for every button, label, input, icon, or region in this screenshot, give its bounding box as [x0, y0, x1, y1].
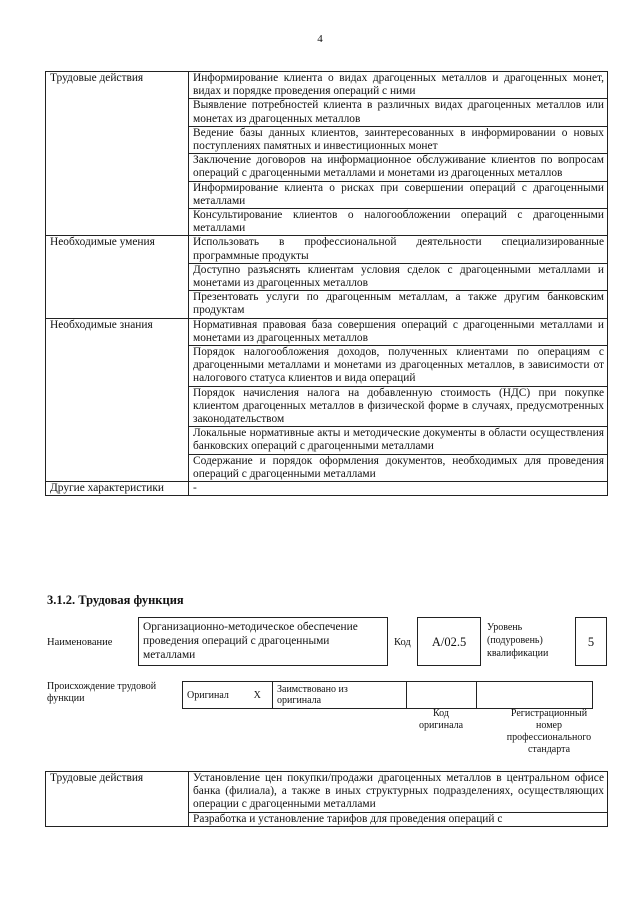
original-mark: X	[243, 682, 273, 709]
function-code-box: А/02.5	[417, 617, 481, 666]
row-item-text: Использовать в профессиональной деятельности специализированные программные продукты	[189, 236, 608, 263]
qualification-level-label	[487, 621, 548, 660]
borrowed-line: оригинала	[277, 695, 322, 706]
caption-line: стандарта	[527, 744, 571, 755]
table-row	[46, 236, 608, 263]
row-item-text: Порядок начисления налога на добавленную стоимость (НДС) при покупке клиентом драгоценных металлов в физической форме в случаях, предусмотренных законодательством	[189, 386, 608, 427]
origin-label-line: Происхождение трудовой	[47, 681, 157, 692]
row-item-text: Информирование клиента о видах драгоценных металлов и драгоценных монет, видах и порядке проведения операций с ними	[189, 72, 608, 99]
function-origin	[45, 681, 607, 761]
row-item-text: Установление цен покупки/продажи драгоценных металлов в центральном офисе банка (филиала), а также в иных структурных подразделениях, осуществляющих операции с драгоценными металлами	[189, 772, 608, 813]
row-item-text: Содержание и порядок оформления документов, необходимых для проведения операций с драгоценными металлами	[189, 454, 608, 481]
row-item-text: Консультирование клиентов о налогообложении операций с драгоценными металлами	[189, 209, 608, 236]
section-title: 3.1.2. Трудовая функция	[47, 593, 184, 607]
caption-line: профессионального	[506, 732, 592, 743]
origin-label-line: функции	[47, 693, 85, 704]
row-group-label: Необходимые знания	[46, 318, 189, 481]
labor-function-table-continued-body	[46, 772, 608, 827]
row-item-text: Порядок налогообложения доходов, полученных клиентами по операциям с драгоценными металлами и монетами из драгоценных металлов, в зависимости от налогового статуса клиентов и вида операций	[189, 346, 608, 387]
row-item-text: Выявление потребностей клиента в различных видах драгоценных металлов или монетах из драгоценных металлов	[189, 99, 608, 126]
function-header	[45, 617, 607, 667]
qualification-level-box: 5	[575, 617, 607, 666]
origin-label	[47, 681, 156, 705]
caption-line: Регистрационный	[510, 708, 588, 719]
original-code-caption	[406, 708, 476, 732]
row-item-text: Информирование клиента о рисках при совершении операций с драгоценными металлами	[189, 181, 608, 208]
level-label-line: квалификации	[487, 648, 549, 659]
name-label: Наименование	[47, 637, 113, 648]
caption-line: оригинала	[418, 720, 464, 731]
caption-line: номер	[536, 720, 562, 731]
table-row	[46, 772, 608, 813]
caption-line: Код	[433, 708, 449, 719]
row-group-label: Другие характеристики	[46, 482, 189, 496]
labor-function-table-continued	[45, 771, 608, 827]
code-label: Код	[394, 637, 411, 648]
page-number: 4	[317, 33, 323, 45]
registration-number-caption	[491, 708, 607, 756]
row-group-label: Необходимые умения	[46, 236, 189, 318]
row-item-text: Доступно разъяснять клиентам условия сделок с драгоценными металлами и монетами из драгоценных металлов	[189, 263, 608, 290]
original-cell: Оригинал	[183, 682, 243, 709]
table-row	[46, 72, 608, 99]
row-group-label: Трудовые действия	[46, 772, 189, 827]
registration-number-cell	[477, 682, 593, 709]
row-item-text: Разработка и установление тарифов для проведения операций с	[189, 812, 608, 826]
row-item-text: Нормативная правовая база совершения операций с драгоценными металлами и монетами из драгоценных металлов	[189, 318, 608, 345]
origin-table	[182, 681, 593, 709]
row-item-text: Локальные нормативные акты и методические документы в области осуществления банковских операций с драгоценными металлами	[189, 427, 608, 454]
borrowed-line: Заимствовано из	[277, 684, 348, 695]
level-label-line: Уровень	[487, 622, 523, 633]
function-name-box: Организационно-методическое обеспечение проведения операций с драгоценными металлами	[138, 617, 388, 666]
row-group-label: Трудовые действия	[46, 72, 189, 236]
borrowed-cell	[273, 682, 407, 709]
labor-function-table-body	[46, 72, 608, 496]
labor-function-table	[45, 71, 608, 496]
row-item-text: -	[189, 482, 608, 496]
level-label-line: (подуровень)	[487, 635, 543, 646]
table-row	[46, 318, 608, 345]
table-row	[46, 482, 608, 496]
row-item-text: Заключение договоров на информационное обслуживание клиентов по вопросам операций с драгоценными металлами и монетами из драгоценных металлов	[189, 154, 608, 181]
original-code-cell	[407, 682, 477, 709]
row-item-text: Презентовать услуги по драгоценным металлам, а также другим банковским продуктам	[189, 291, 608, 318]
row-item-text: Ведение базы данных клиентов, заинтересованных в информировании о новых поступлениях памятных и инвестиционных монет	[189, 126, 608, 153]
